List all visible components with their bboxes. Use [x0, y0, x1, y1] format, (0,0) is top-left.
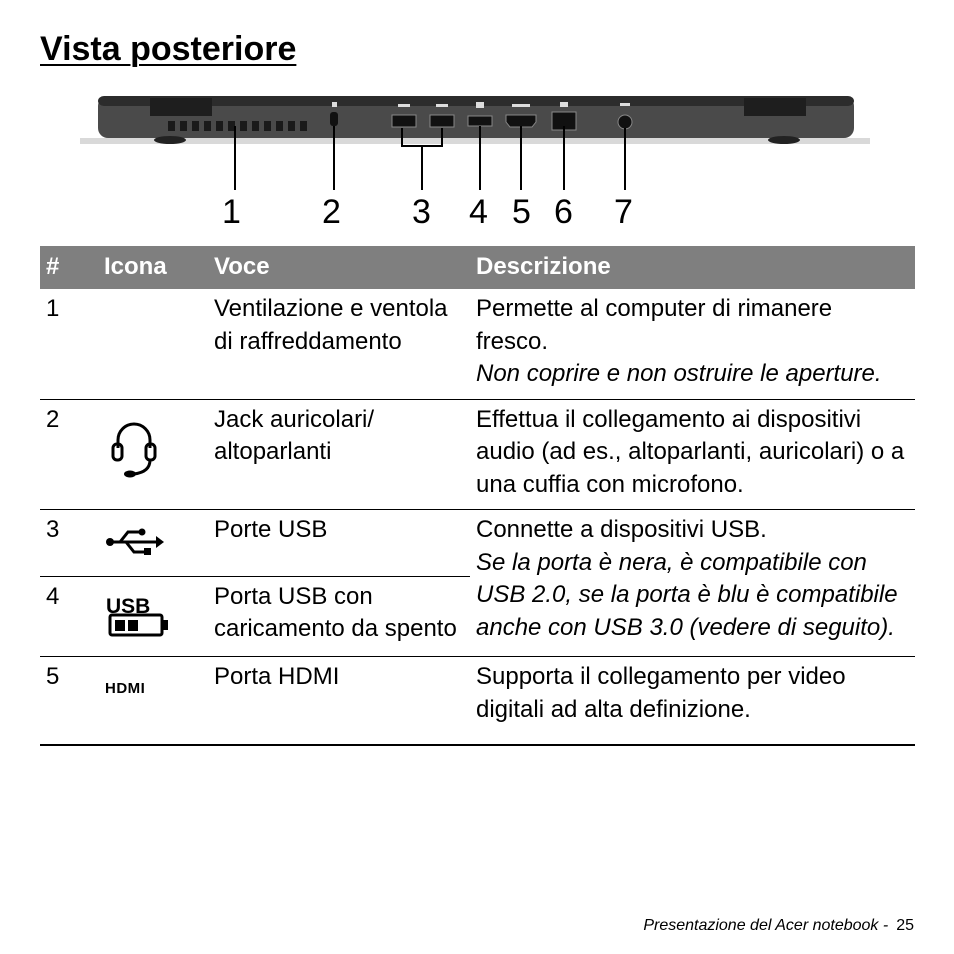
- usb-icon: [104, 514, 202, 568]
- table-row: [40, 289, 915, 399]
- row-desc: Effettua il collegamento ai dispositivi audio (ad es., altoparlanti, auricolari) o a una cuffia con microfono.: [470, 399, 915, 510]
- row-icon: [98, 510, 208, 577]
- desc-text: Connette a dispositivi USB.: [476, 516, 767, 543]
- callout-7: 7: [614, 193, 633, 231]
- table-row: [40, 399, 915, 510]
- row-num: 5: [40, 657, 98, 746]
- page-number: 25: [896, 917, 914, 934]
- row-num: 2: [40, 399, 98, 510]
- callout-2: 2: [322, 193, 341, 231]
- callout-6: 6: [554, 193, 573, 231]
- header-num: #: [40, 246, 98, 289]
- table-row: [40, 657, 915, 746]
- page-title: Vista posteriore: [40, 30, 297, 68]
- row-voce: Porte USB: [208, 510, 470, 577]
- desc-note: Se la porta è nera, è compatibile con USB 2.0, se la porta è blu è compatibile anche con USB 3.0 (vedere di seguito).: [476, 548, 898, 641]
- usb-charging-icon: [104, 581, 202, 649]
- callout-5: 5: [512, 193, 531, 231]
- callout-3: 3: [412, 193, 431, 231]
- row-voce: Porta HDMI: [208, 657, 470, 746]
- svg-text:USB: USB: [106, 594, 151, 618]
- row-voce: Porta USB con caricamento da spento: [208, 576, 470, 657]
- row-desc: [470, 289, 915, 399]
- header-descrizione: Descrizione: [470, 246, 915, 289]
- ports-table: [40, 246, 915, 746]
- row-num: 1: [40, 289, 98, 399]
- hdmi-icon: [104, 661, 202, 706]
- row-icon: [98, 399, 208, 510]
- header-icon: Icona: [98, 246, 208, 289]
- row-icon: [98, 576, 208, 657]
- row-desc: Supporta il collegamento per video digitali ad alta definizione.: [470, 657, 915, 746]
- row-icon-empty: [98, 289, 208, 399]
- table-header-row: [40, 246, 915, 289]
- page-footer: [643, 917, 914, 935]
- desc-text: Permette al computer di rimanere fresco.: [476, 295, 833, 355]
- row-num: 3: [40, 510, 98, 577]
- row-desc: [470, 510, 915, 657]
- row-voce: Jack auricolari/ altoparlanti: [208, 399, 470, 510]
- desc-note: Non coprire e non ostruire le aperture.: [476, 360, 882, 387]
- headset-icon: [104, 404, 202, 488]
- header-voce: Voce: [208, 246, 470, 289]
- row-num: 4: [40, 576, 98, 657]
- row-icon: [98, 657, 208, 746]
- table-row: [40, 510, 915, 577]
- callout-1: 1: [222, 193, 241, 231]
- row-voce: Ventilazione e ventola di raffreddamento: [208, 289, 470, 399]
- footer-text: Presentazione del Acer notebook -: [643, 917, 889, 934]
- svg-text:HDMI: HDMI: [105, 680, 146, 696]
- callout-4: 4: [469, 193, 488, 231]
